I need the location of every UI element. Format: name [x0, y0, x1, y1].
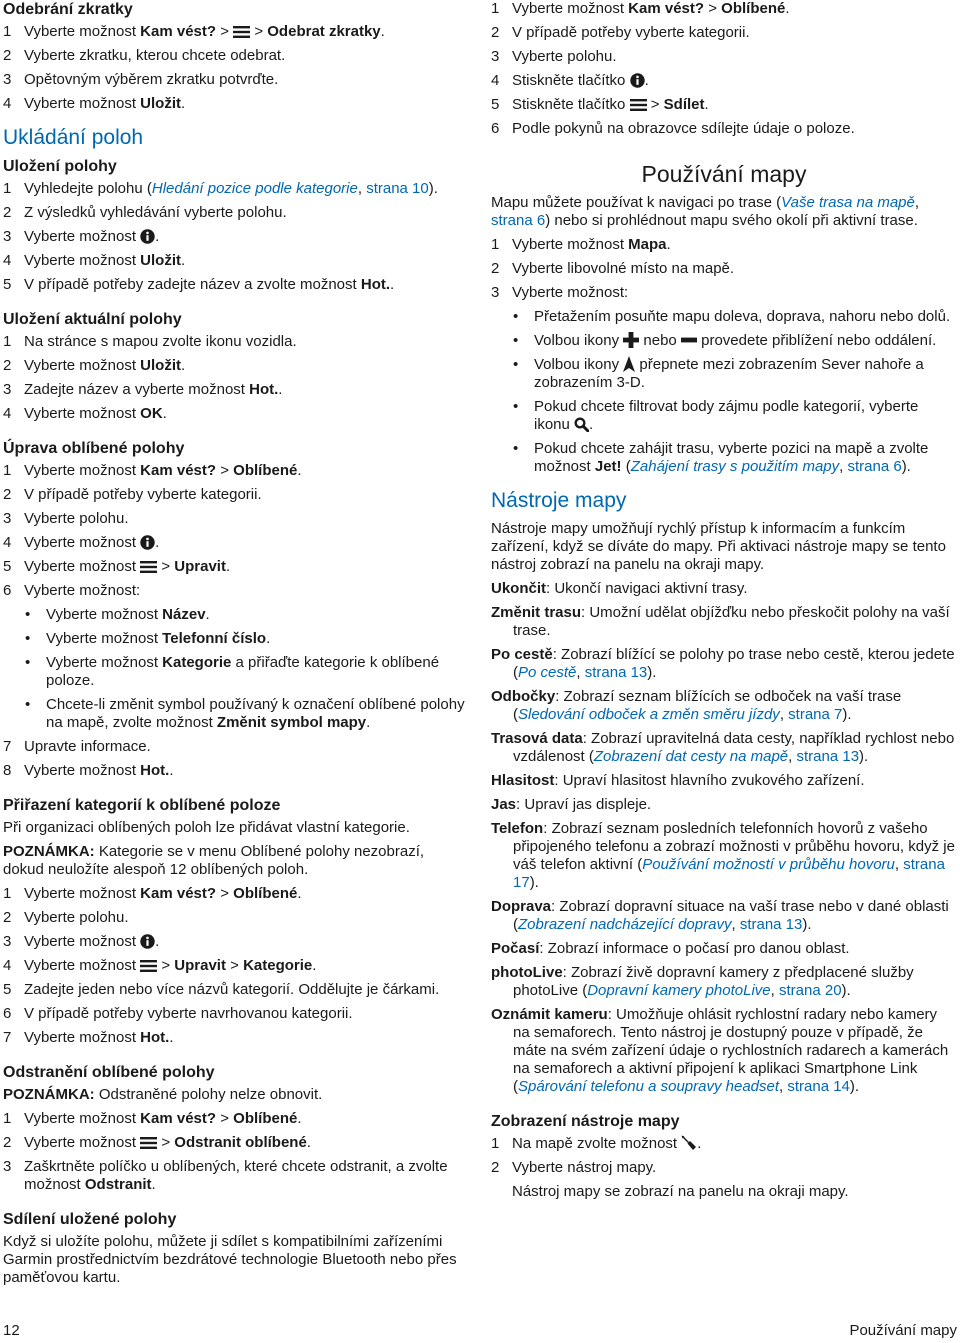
definition-item: photoLive: Zobrazí živě dopravní kamery z předplacené služby photoLive (Dopravní kamery photoLive, strana 20). [491, 964, 914, 999]
definition-item: Oznámit kameru: Umožňuje ohlásit rychlostní radary nebo kamery na semaforech. Tento nástroj je dostupný pouze v případě, že máte na svém zařízení údaje o rychlostních radarech a kamerách na semaforech a aktivní připojení k aplikaci Smartphone Link (Spárování telefonu a soupravy headset, strana 14). [491, 1006, 949, 1095]
paragraph: Při organizaci oblíbených poloh lze přidávat vlastní kategorie. [3, 819, 410, 836]
step: 7 Upravte informace. [3, 738, 151, 755]
section-title: Přiřazení kategorií k oblíbené poloze [3, 797, 281, 814]
section-title: Uložení aktuální polohy [3, 311, 182, 328]
step: 4 Vyberte možnost OK. [3, 405, 167, 422]
chapter-heading: Nástroje mapy [491, 489, 627, 512]
footer-divider [0, 1312, 960, 1313]
bullet-item: • Vyberte možnost Telefonní číslo. [3, 630, 465, 648]
page-reference-link[interactable]: strana 14 [787, 1078, 850, 1095]
page-reference-link[interactable]: strana 6 [847, 458, 902, 475]
wrench-icon [681, 1135, 697, 1151]
step: 3 Zaškrtněte políčko u oblíbených, které chcete odstranit, a zvolte možnost Odstranit. [3, 1158, 448, 1193]
page-reference-link[interactable]: strana 13 [584, 664, 648, 681]
cross-reference-link[interactable]: Zahájení trasy s použitím mapy [630, 458, 840, 475]
step: 1 Vyberte možnost Kam vést? > > Odebrat zkratky. [3, 23, 385, 40]
step: 1 Vyberte možnost Kam vést? > Oblíbené. [3, 462, 302, 479]
cross-reference-link[interactable]: Zobrazení nadcházející dopravy [518, 916, 732, 933]
section-title: Sdílení uložené polohy [3, 1211, 177, 1228]
cross-reference-link[interactable]: Sledování odboček a změn směru jízdy [518, 706, 780, 723]
arrow-icon [623, 356, 635, 372]
step: 5 Vyberte možnost > Upravit. [3, 558, 231, 575]
step: 1 Vyberte možnost Kam vést? > Oblíbené. [3, 885, 302, 902]
info-icon [140, 535, 155, 550]
bullet-item: • Vyberte možnost Kategorie a přiřaďte kategorie k oblíbené poloze. [3, 654, 465, 690]
note: POZNÁMKA: Kategorie se v menu Oblíbené polohy nezobrazí, dokud neuložíte alespoň 12 oblíbených poloh. [3, 843, 425, 878]
step: 5 Zadejte jeden nebo více názvů kategorií. Oddělujte je čárkami. [3, 981, 440, 998]
step: 4 Vyberte možnost > Upravit > Kategorie. [3, 957, 317, 974]
paragraph: Když si uložíte polohu, můžete ji sdílet s kompatibilními zařízeními Garmin prostřednictvím bezdrátové technologie Bluetooth nebo přes paměťovou kartu. [3, 1233, 457, 1286]
definition-item: Hlasitost: Upraví hlasitost hlavního zvukového zařízení. [491, 772, 865, 789]
definition-item: Telefon: Zobrazí seznam posledních telefonních hovorů z vašeho připojeného telefonu a zobrazí možnosti v průběhu hovoru, když je váš telefon aktivní (Používání možností v průběhu hovoru, strana 17). [491, 820, 955, 891]
chapter-heading: Používání mapy [641, 161, 807, 187]
step: 6 Podle pokynů na obrazovce sdílejte údaje o poloze. [491, 120, 855, 137]
definition-item: Doprava: Zobrazí dopravní situace na vaší trase nebo v dané oblasti (Zobrazení nadcházející dopravy, strana 13). [491, 898, 949, 933]
step: 2 Vyberte možnost Uložit. [3, 357, 186, 374]
step: 2 Vyberte nástroj mapy. [491, 1159, 657, 1176]
step: 4 Vyberte možnost Uložit. [3, 252, 186, 269]
page-reference-link[interactable]: strana 20 [779, 982, 842, 999]
page-reference-link[interactable]: strana 17 [513, 856, 945, 891]
plus-icon [623, 332, 639, 348]
info-icon [140, 934, 155, 949]
step: 1 Na stránce s mapou zvolte ikonu vozidla. [3, 333, 297, 350]
menu-icon [140, 1136, 157, 1150]
cross-reference-link[interactable]: Vaše trasa na mapě [781, 194, 915, 211]
footer-section-title: Používání mapy [849, 1322, 957, 1339]
menu-icon [140, 560, 157, 574]
step-result: Nástroj mapy se zobrazí na panelu na okraji mapy. [512, 1183, 849, 1200]
bullet-item: • Pokud chcete filtrovat body zájmu podle kategorií, vyberte ikonu . [491, 398, 957, 434]
paragraph: Mapu můžete používat k navigaci po trase (Vaše trasa na mapě, strana 6) nebo si prohlédnout mapu svého okolí při aktivní trase. [491, 194, 920, 229]
cross-reference-link[interactable]: Zobrazení dat cesty na mapě [593, 748, 789, 765]
definition-item: Po cestě: Zobrazí blížící se polohy po trase nebo cestě, kterou jedete (Po cestě, strana 13). [491, 646, 955, 681]
definition-item: Trasová data: Zobrazí upravitelná data cesty, například rychlost nebo vzdálenost (Zobrazení dat cesty na mapě, strana 13). [491, 730, 955, 765]
step: 1 Vyberte možnost Mapa. [491, 236, 671, 253]
definition-item: Změnit trasu: Umožní udělat objížďku nebo přeskočit polohy na vaší trase. [491, 604, 950, 639]
step: 6 Vyberte možnost: [3, 582, 141, 599]
page-reference-link[interactable]: strana 10 [366, 180, 429, 197]
bullet-item: • Volbou ikony přepnete mezi zobrazením Sever nahoře a zobrazením 3-D. [491, 356, 957, 392]
step: 1 Vyberte možnost Kam vést? > Oblíbené. [491, 0, 790, 17]
step: 8 Vyberte možnost Hot.. [3, 762, 174, 779]
page-number: 12 [3, 1322, 20, 1339]
step: 1 Na mapě zvolte možnost . [491, 1135, 702, 1152]
step: 3 Vyberte možnost . [3, 228, 160, 245]
menu-icon [233, 25, 250, 39]
step: 2 V případě potřeby vyberte kategorii. [491, 24, 750, 41]
bullet-item: • Volbou ikony nebo provedete přiblížení nebo oddálení. [491, 332, 957, 350]
left-column [3, 0, 465, 1293]
step: 2 V případě potřeby vyberte kategorii. [3, 486, 262, 503]
section-title: Zobrazení nástroje mapy [491, 1113, 680, 1130]
right-column [491, 0, 957, 1207]
bullet-item: • Vyberte možnost Název. [3, 606, 465, 624]
note: POZNÁMKA: Odstraněné polohy nelze obnovit. [3, 1086, 323, 1103]
cross-reference-link[interactable]: Po cestě [518, 664, 577, 681]
step: 7 Vyberte možnost Hot.. [3, 1029, 174, 1046]
step: 6 V případě potřeby vyberte navrhovanou kategorii. [3, 1005, 353, 1022]
page-reference-link[interactable]: strana 13 [739, 916, 803, 933]
bullet-item: • Pokud chcete zahájit trasu, vyberte pozici na mapě a zvolte možnost Jet! (Zahájení trasy s použitím mapy, strana 6). [491, 440, 957, 476]
menu-icon [140, 959, 157, 973]
page-reference-link[interactable]: strana 13 [796, 748, 860, 765]
definition-item: Ukončit: Ukončí navigaci aktivní trasy. [491, 580, 748, 597]
step: 1 Vyhledejte polohu (Hledání pozice podle kategorie, strana 10). [3, 180, 438, 197]
step: 5 Stiskněte tlačítko > Sdílet. [491, 96, 709, 113]
step: 3 Vyberte polohu. [3, 510, 129, 527]
cross-reference-link[interactable]: Spárování telefonu a soupravy headset [518, 1078, 780, 1095]
cross-reference-link[interactable]: Hledání pozice podle kategorie [151, 180, 358, 197]
step: 4 Stiskněte tlačítko . [491, 72, 649, 89]
step: 3 Vyberte polohu. [491, 48, 617, 65]
definition-item: Počasí: Zobrazí informace o počasí pro danou oblast. [491, 940, 850, 957]
cross-reference-link[interactable]: Používání možností v průběhu hovoru [642, 856, 895, 873]
section-title: Úprava oblíbené polohy [3, 440, 185, 457]
bullet-item: • Chcete-li změnit symbol používaný k označení oblíbené polohy na mapě, zvolte možnost Změnit symbol mapy. [3, 696, 465, 732]
step: 2 Vyberte libovolné místo na mapě. [491, 260, 735, 277]
page-reference-link[interactable]: strana 6 [491, 212, 546, 229]
info-icon [140, 229, 155, 244]
step: 3 Vyberte možnost . [3, 933, 160, 950]
chapter-heading: Ukládání poloh [3, 126, 144, 149]
definition-item: Odbočky: Zobrazí seznam blížících se odboček na vaší trase (Sledování odboček a změn směru jízdy, strana 7). [491, 688, 902, 723]
definition-item: Jas: Upraví jas displeje. [491, 796, 652, 813]
step: 2 Z výsledků vyhledávání vyberte polohu. [3, 204, 287, 221]
step: 2 Vyberte polohu. [3, 909, 129, 926]
step: 3 Opětovným výběrem zkratku potvrďte. [3, 71, 279, 88]
section-title: Odebrání zkratky [3, 1, 133, 18]
menu-icon [630, 98, 647, 112]
cross-reference-link[interactable]: Dopravní kamery photoLive [587, 982, 771, 999]
section-title: Odstranění oblíbené polohy [3, 1064, 215, 1081]
step: 2 Vyberte možnost > Odstranit oblíbené. [3, 1134, 311, 1151]
section-title: Uložení polohy [3, 158, 117, 175]
search-icon [574, 417, 589, 432]
minus-icon [681, 332, 697, 348]
paragraph: Nástroje mapy umožňují rychlý přístup k informacím a funkcím zařízení, když se díváte do mapy. Při aktivaci nástroje mapy se tento nástroj zobrazí na panelu na okraji mapy. [491, 520, 946, 573]
page-reference-link[interactable]: strana 7 [788, 706, 843, 723]
step: 5 V případě potřeby zadejte název a zvolte možnost Hot.. [3, 276, 395, 293]
bullet-item: • Přetažením posuňte mapu doleva, doprava, nahoru nebo dolů. [491, 308, 957, 326]
step: 3 Zadejte název a vyberte možnost Hot.. [3, 381, 283, 398]
step: 1 Vyberte možnost Kam vést? > Oblíbené. [3, 1110, 302, 1127]
info-icon [630, 73, 645, 88]
step: 3 Vyberte možnost: [491, 284, 629, 301]
step: 4 Vyberte možnost Uložit. [3, 95, 186, 112]
step: 4 Vyberte možnost . [3, 534, 160, 551]
step: 2 Vyberte zkratku, kterou chcete odebrat. [3, 47, 286, 64]
